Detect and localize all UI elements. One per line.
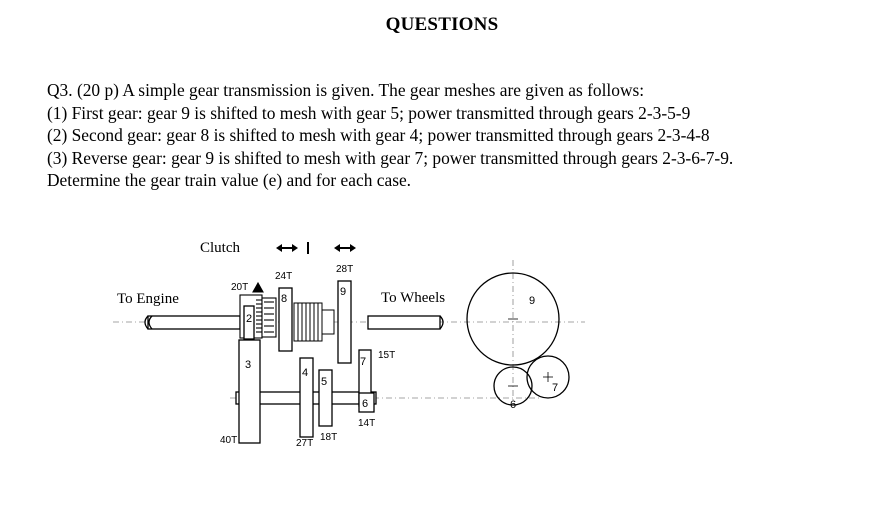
gear-5-number: 5 — [321, 376, 328, 388]
gear-7-number: 7 — [360, 356, 367, 368]
teeth-15t: 15T — [378, 350, 396, 361]
gear-3 — [239, 340, 260, 443]
teeth-20t: 20T — [231, 282, 249, 293]
question-line-5: Determine the gear train value (e) and for each case. — [47, 170, 412, 190]
wheels-label: To Wheels — [381, 290, 446, 306]
teeth-14t: 14T — [358, 418, 376, 429]
page-heading: QUESTIONS — [385, 14, 499, 35]
gear-4-number: 4 — [302, 367, 309, 379]
teeth-28t: 28T — [336, 264, 354, 275]
circle-6-label: 6 — [510, 399, 517, 411]
question-line-3: (2) Second gear: gear 8 is shifted to mesh with gear 4; power transmitted through gears 2-3-4-8 — [47, 125, 710, 145]
teeth-18t: 18T — [320, 432, 338, 443]
engine-label: To Engine — [117, 291, 179, 307]
gear-9-number: 9 — [340, 286, 347, 298]
circle-9-label: 9 — [529, 295, 536, 307]
gear-6-number: 6 — [362, 398, 369, 410]
gear-2-number: 2 — [246, 313, 253, 325]
clutch-label: Clutch — [200, 240, 240, 256]
synchro-hub — [294, 303, 334, 341]
input-shaft — [145, 316, 240, 329]
gear-8-number: 8 — [281, 293, 288, 305]
teeth-40t: 40T — [220, 435, 238, 446]
output-shaft — [368, 316, 443, 329]
question-line-1: Q3. (20 p) A simple gear transmission is given. The gear meshes are given as follows: — [47, 80, 645, 100]
gear-3-number: 3 — [245, 359, 252, 371]
teeth-27t: 27T — [296, 438, 314, 449]
question-line-4: (3) Reverse gear: gear 9 is shifted to mesh with gear 7; power transmitted through gears 2-3-6-7-9. — [47, 147, 734, 168]
teeth-24t: 24T — [275, 271, 293, 282]
question-line-2: (1) First gear: gear 9 is shifted to mesh with gear 5; power transmitted through gears 2-3-5-9 — [47, 102, 691, 123]
shift-arrows — [276, 242, 356, 254]
circle-7-label: 7 — [552, 382, 559, 394]
